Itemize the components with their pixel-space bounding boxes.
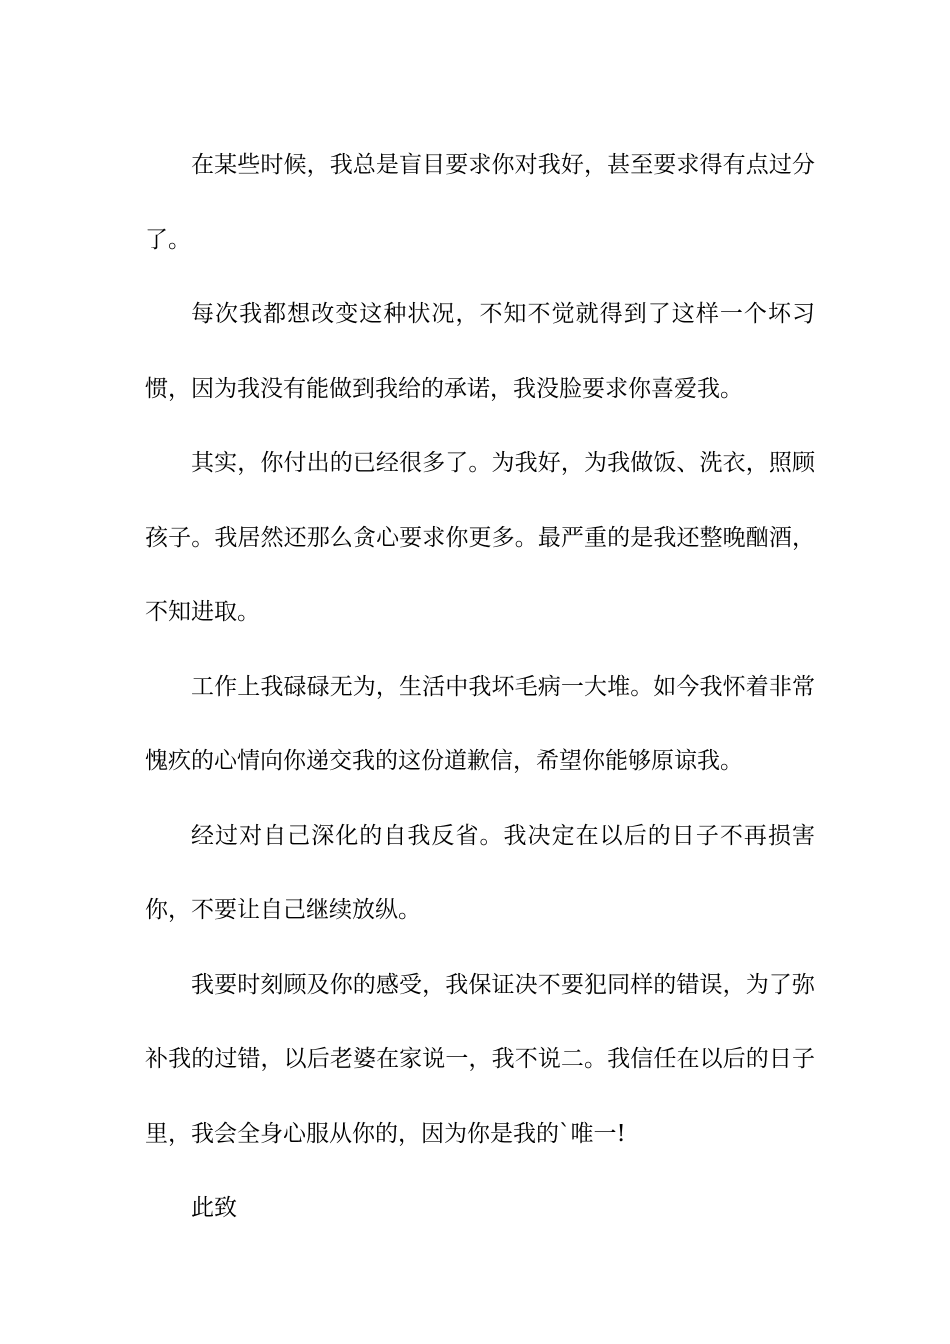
paragraph-5: 经过对自己深化的自我反省。我决定在以后的日子不再损害你，不要让自己继续放纵。	[145, 822, 815, 923]
paragraph-6: 我要时刻顾及你的感受，我保证决不要犯同样的错误，为了弥补我的过错，以后老婆在家说一，我不说二。我信任在以后的日子里，我会全身心服从你的，因为你是我的`唯一!	[145, 971, 815, 1147]
closing-salutation: 此致	[191, 1195, 237, 1221]
paragraph-2: 每次我都想改变这种状况，不知不觉就得到了这样一个坏习惯，因为我没有能做到我给的承诺，我没脸要求你喜爱我。	[145, 301, 815, 402]
paragraph-4: 工作上我碌碌无为，生活中我坏毛病一大堆。如今我怀着非常愧疚的心情向你递交我的这份道歉信，希望你能够原谅我。	[145, 673, 815, 774]
paragraph-3: 其实，你付出的已经很多了。为我好，为我做饭、洗衣，照顾孩子。我居然还那么贪心要求你更多。最严重的是我还整晚酗酒，不知进取。	[145, 450, 815, 625]
document-body	[145, 128, 815, 1246]
paragraph-1: 在某些时候，我总是盲目要求你对我好，甚至要求得有点过分了。	[145, 152, 815, 253]
